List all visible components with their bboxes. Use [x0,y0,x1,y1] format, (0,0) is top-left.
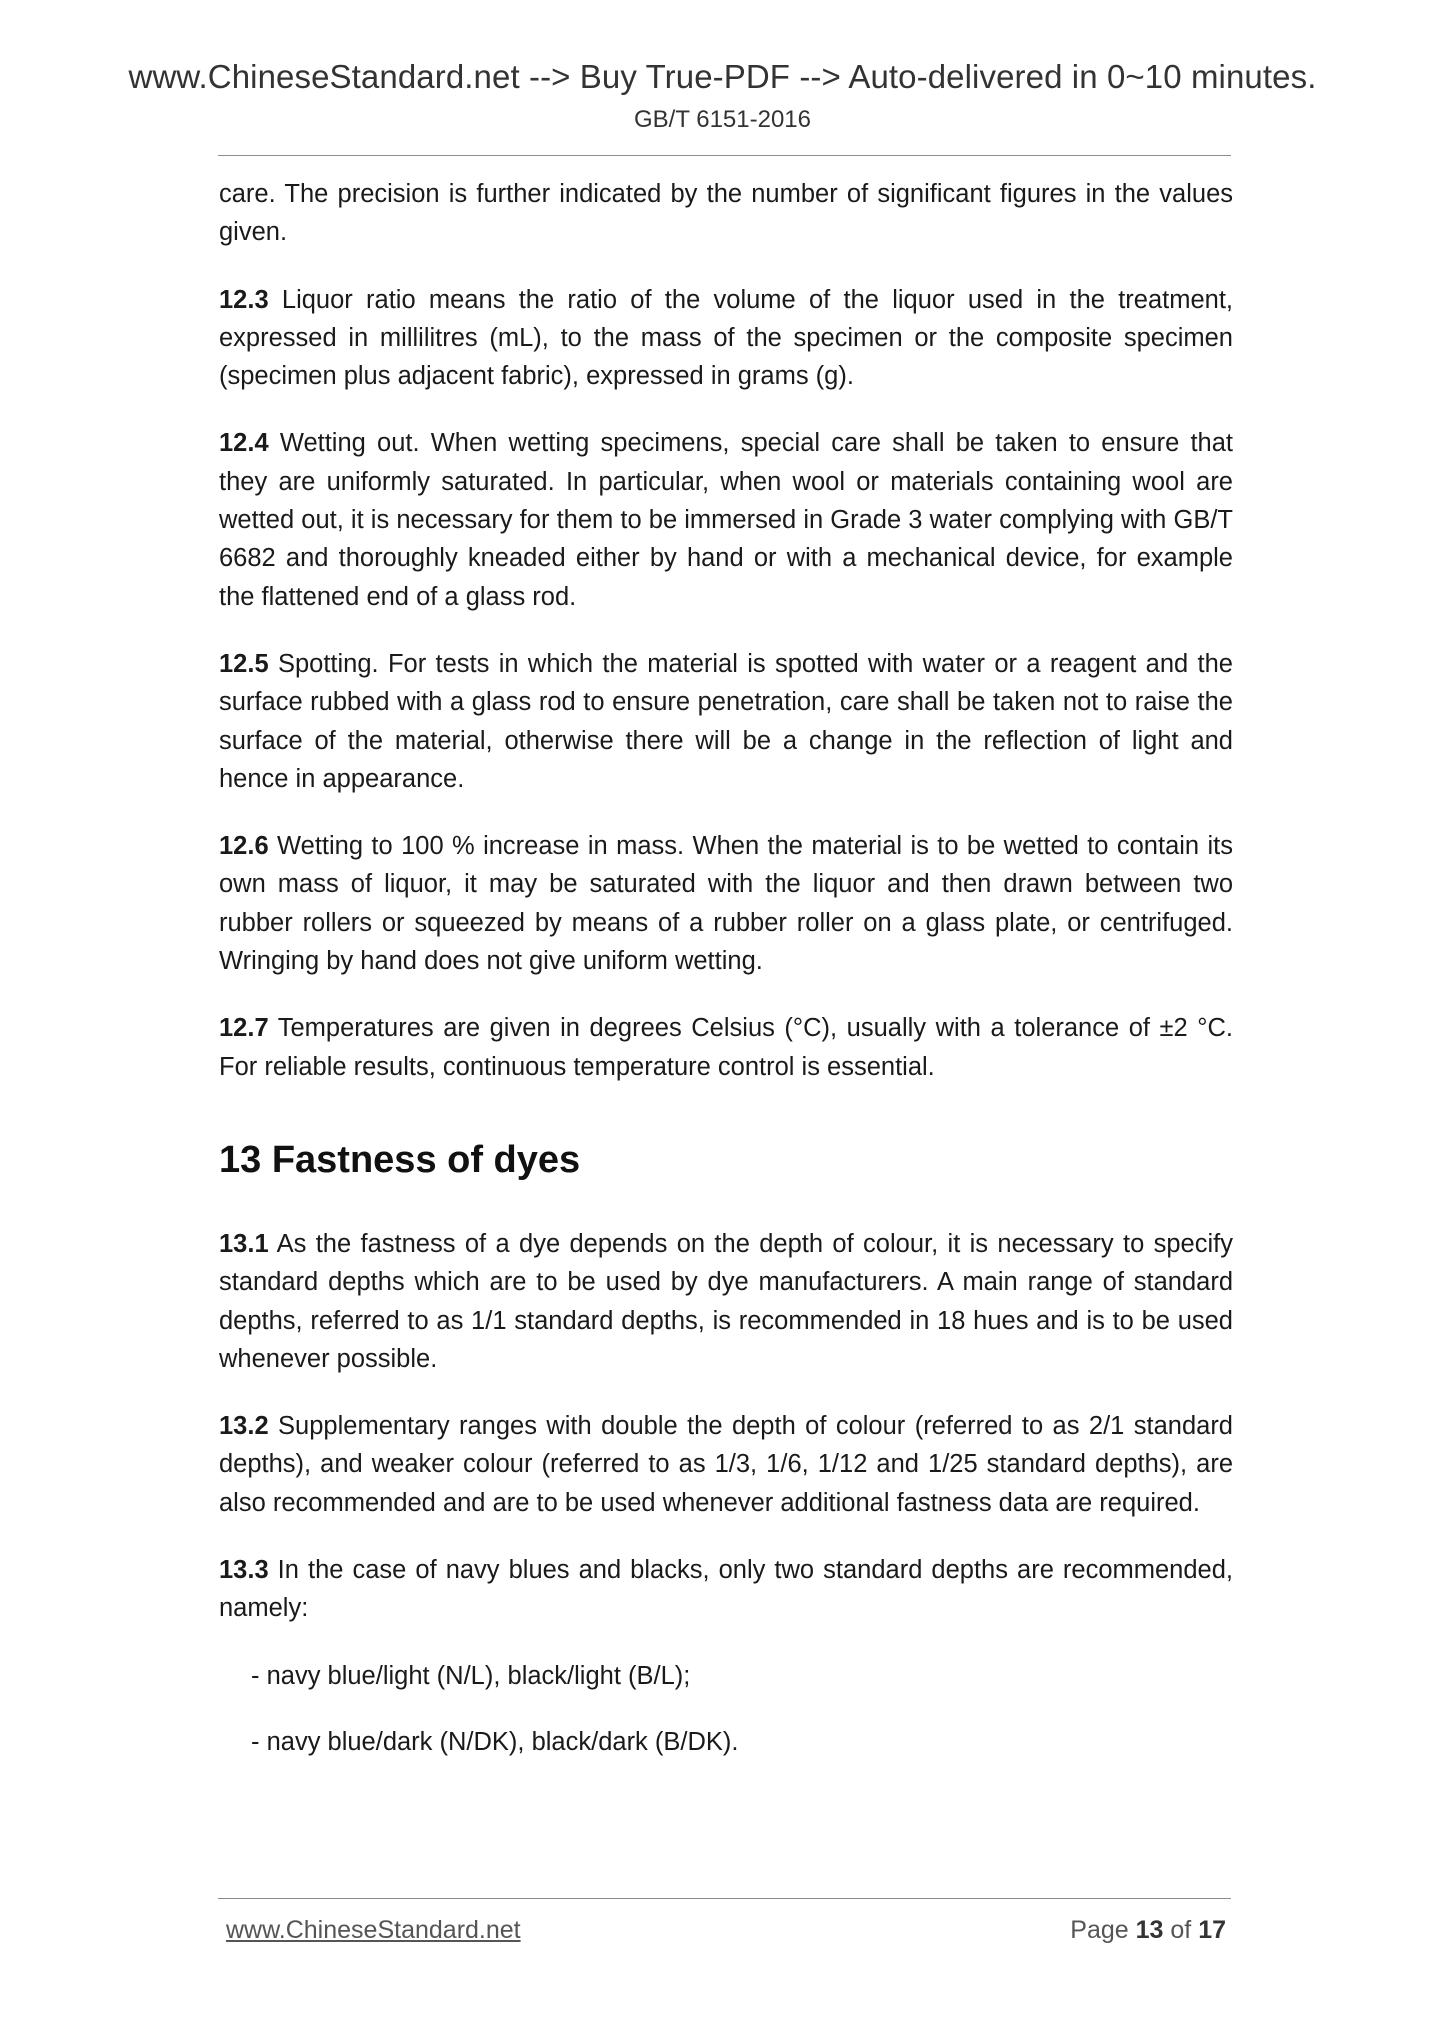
clause-12-3 [219,281,1233,396]
page-total: 17 [1198,1916,1226,1944]
intro-paragraph: care. The precision is further indicated by the number of significant figures in the values given. [219,180,1233,247]
clause-number: 12.4 [219,429,269,458]
clause-13-3 [219,1551,1233,1628]
clause-number: 13.3 [219,1556,269,1585]
page-number [1070,1916,1226,1945]
document-body [219,175,1233,1789]
clause-13-1 [219,1225,1233,1378]
clause-number: 12.7 [219,1014,269,1043]
clause-12-6 [219,827,1233,980]
standard-code: GB/T 6151-2016 [633,106,811,133]
site-banner[interactable]: www.ChineseStandard.net --> Buy True-PDF --> Auto-delivered in 0~10 minutes. [128,58,1317,95]
clause-text: Liquor ratio means the ratio of the volume of the liquor used in the treatment, expressed in millilitres (mL), to the mass of the specimen or the composite specimen (specimen plus adjacent fabric), expressed in grams (g). [219,285,1233,391]
clause-number: 13.2 [219,1412,269,1441]
clause-12-7 [219,1009,1233,1086]
clause-number: 12.6 [219,832,269,861]
section-heading-13: 13 Fastness of dyes [219,1138,581,1181]
page-label: Page [1070,1916,1129,1944]
clause-text: As the fastness of a dye depends on the depth of colour, it is necessary to specify standard depths which are to be used by dye manufacturers. A main range of standard depths, referred to as 1/1 standard depths, is recommended in 18 hues and is to be used whenever possible. [219,1229,1233,1373]
clause-number: 13.1 [219,1229,269,1258]
clause-12-4 [219,424,1233,615]
list-item: - navy blue/light (N/L), black/light (B/L); [251,1661,691,1690]
footer-divider [218,1898,1231,1899]
clause-text: Temperatures are given in degrees Celsius (°C), usually with a tolerance of ±2 °C. For reliable results, continuous temperature control is essential. [219,1014,1233,1081]
clause-number: 12.3 [219,285,269,314]
clause-text: Wetting out. When wetting specimens, special care shall be taken to ensure that they are uniformly saturated. In particular, when wool or materials containing wool are wetted out, it is necessary for them to be immersed in Grade 3 water complying with GB/T 6682 and thoroughly kneaded either by hand or with a mechanical device, for example the flattened end of a glass rod. [219,429,1233,611]
list-item: - navy blue/dark (N/DK), black/dark (B/DK). [251,1727,739,1756]
clause-text: Wetting to 100 % increase in mass. When the material is to be wetted to contain its own mass of liquor, it may be saturated with the liquor and then drawn between two rubber rollers or squeezed by means of a rubber roller on a glass plate, or centrifuged. Wringing by hand does not give uniform wetting. [219,832,1233,976]
clause-text: Supplementary ranges with double the depth of colour (referred to as 2/1 standard depths), and weaker colour (referred to as 1/3, 1/6, 1/12 and 1/25 standard depths), are also recommended and are to be used whenever additional fastness data are required. [219,1412,1233,1517]
clause-text: In the case of navy blues and blacks, only two standard depths are recommended, namely: [219,1556,1233,1623]
footer-site-link[interactable]: www.ChineseStandard.net [226,1916,521,1944]
clause-12-5 [219,645,1233,798]
clause-text: Spotting. For tests in which the material is spotted with water or a reagent and the surface rubbed with a glass rod to ensure penetration, care shall be taken not to raise the surface of the material, otherwise there will be a change in the reflection of light and hence in appearance. [219,649,1233,793]
header-divider [218,155,1231,156]
page-of: of [1170,1916,1192,1944]
page-current: 13 [1135,1916,1164,1944]
clause-number: 12.5 [219,649,269,678]
clause-13-2 [219,1407,1233,1522]
